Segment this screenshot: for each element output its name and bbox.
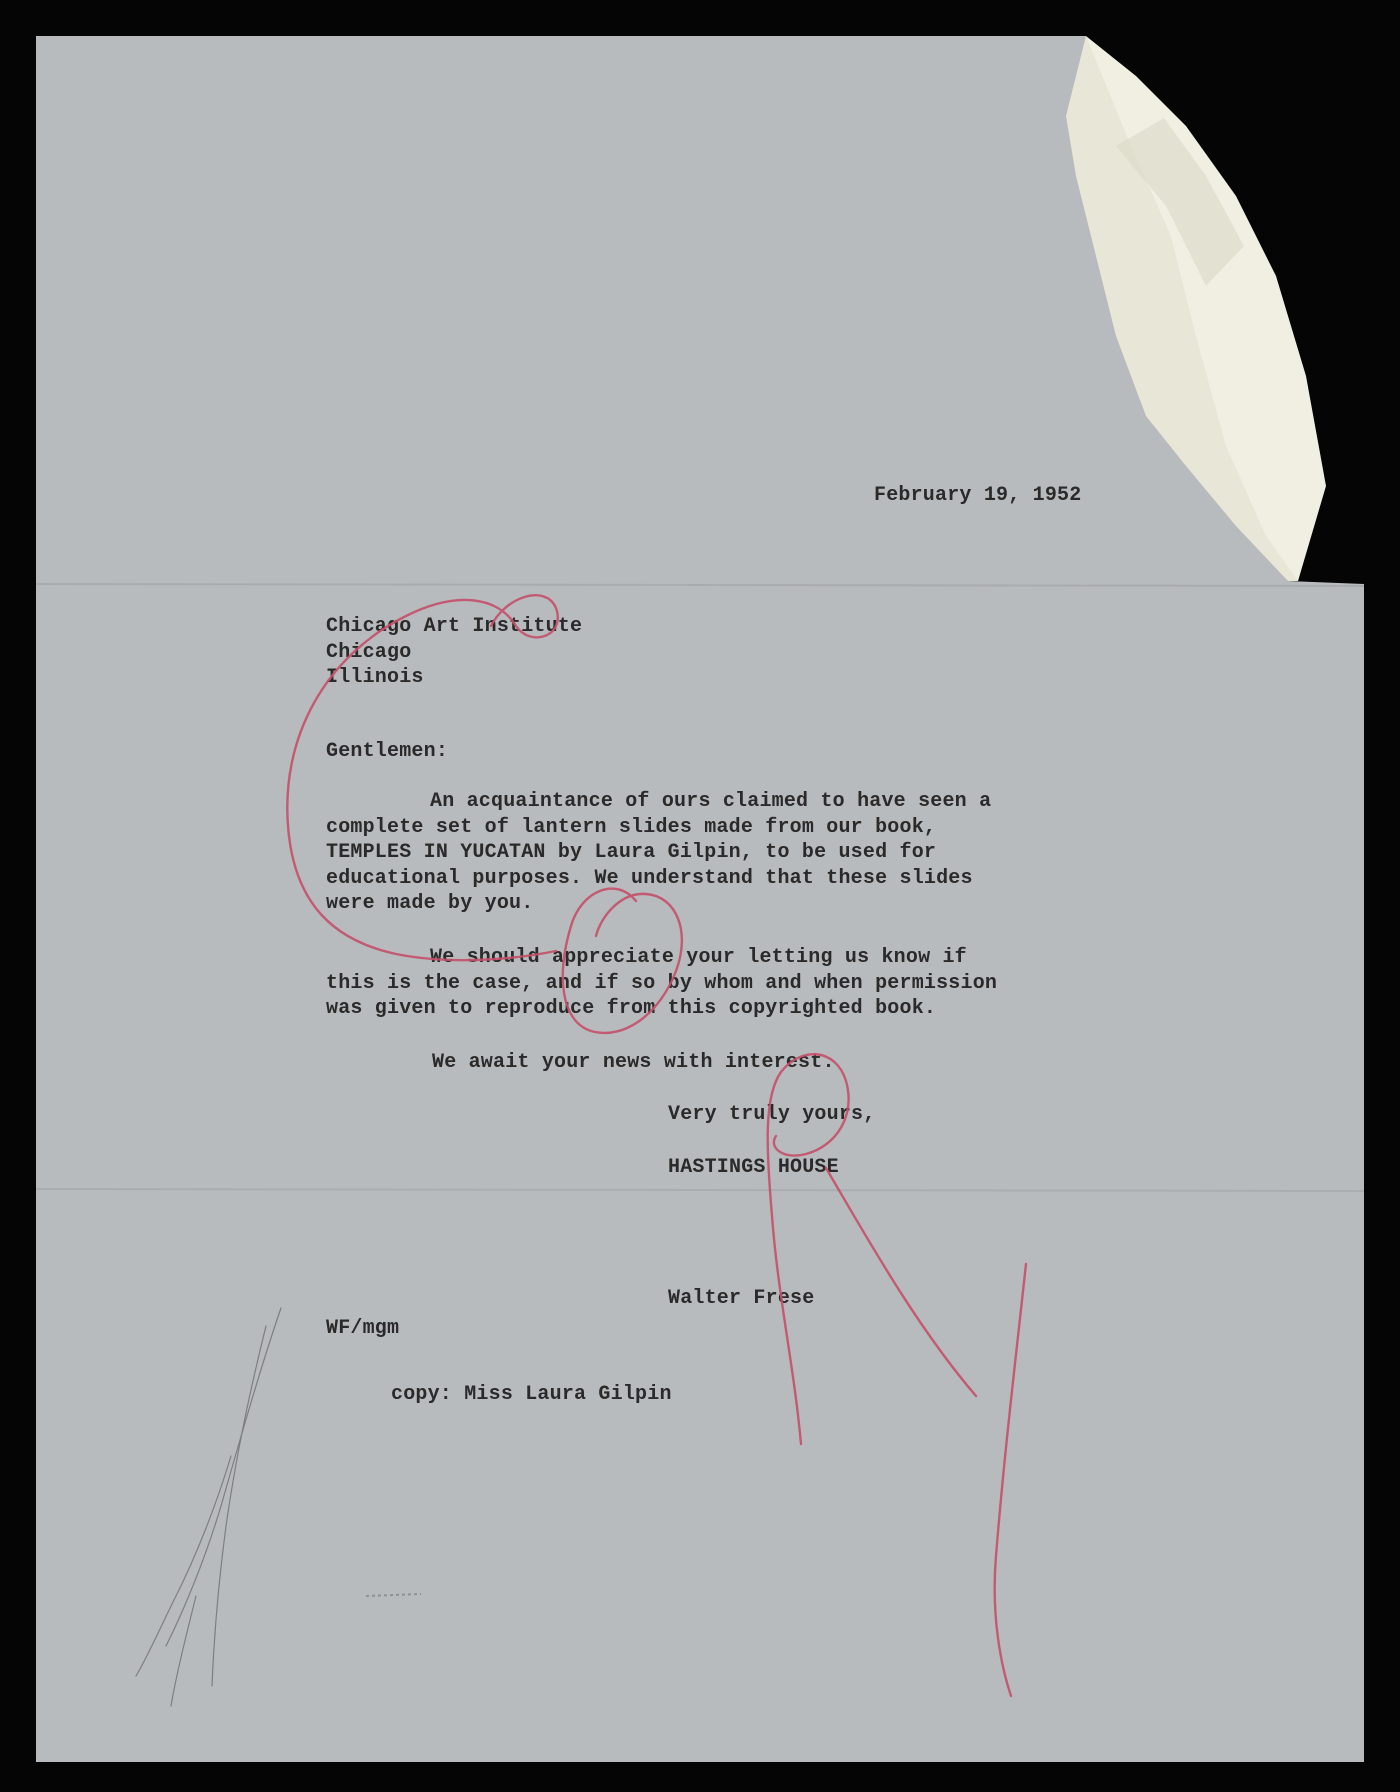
letter-date: February 19, 1952 bbox=[874, 484, 1082, 507]
paragraph-line: were made by you. bbox=[326, 892, 534, 915]
paragraph-line: educational purposes. We understand that these slides bbox=[326, 866, 973, 890]
paragraph-2 bbox=[326, 945, 997, 1022]
copy-line: copy: Miss Laura Gilpin bbox=[391, 1383, 672, 1406]
paragraph-line: We should appreciate your letting us know if bbox=[430, 946, 967, 969]
paragraph-3: We await your news with interest. bbox=[432, 1051, 835, 1074]
recipient-line: Illinois bbox=[326, 666, 424, 689]
paragraph-line: complete set of lantern slides made from our book, bbox=[326, 815, 937, 839]
recipient-line: Chicago Art Institute bbox=[326, 615, 583, 638]
paragraph-line: An acquaintance of ours claimed to have seen a bbox=[430, 790, 992, 813]
paragraph-line: was given to reproduce from this copyrighted book. bbox=[326, 997, 937, 1020]
paragraph-line: this is the case, and if so by whom and when permission bbox=[326, 971, 998, 995]
letter-sheet bbox=[36, 36, 1364, 1762]
recipient-address bbox=[326, 614, 582, 691]
paragraph-1 bbox=[326, 789, 991, 917]
recipient-line: Chicago bbox=[326, 640, 412, 664]
reference-initials: WF/mgm bbox=[326, 1317, 400, 1340]
company-name: HASTINGS HOUSE bbox=[668, 1156, 839, 1179]
paragraph-line: TEMPLES IN YUCATAN by Laura Gilpin, to be used for bbox=[326, 841, 937, 864]
closing: Very truly yours, bbox=[668, 1103, 876, 1126]
signer-name: Walter Frese bbox=[668, 1287, 815, 1310]
salutation: Gentlemen: bbox=[326, 740, 449, 763]
